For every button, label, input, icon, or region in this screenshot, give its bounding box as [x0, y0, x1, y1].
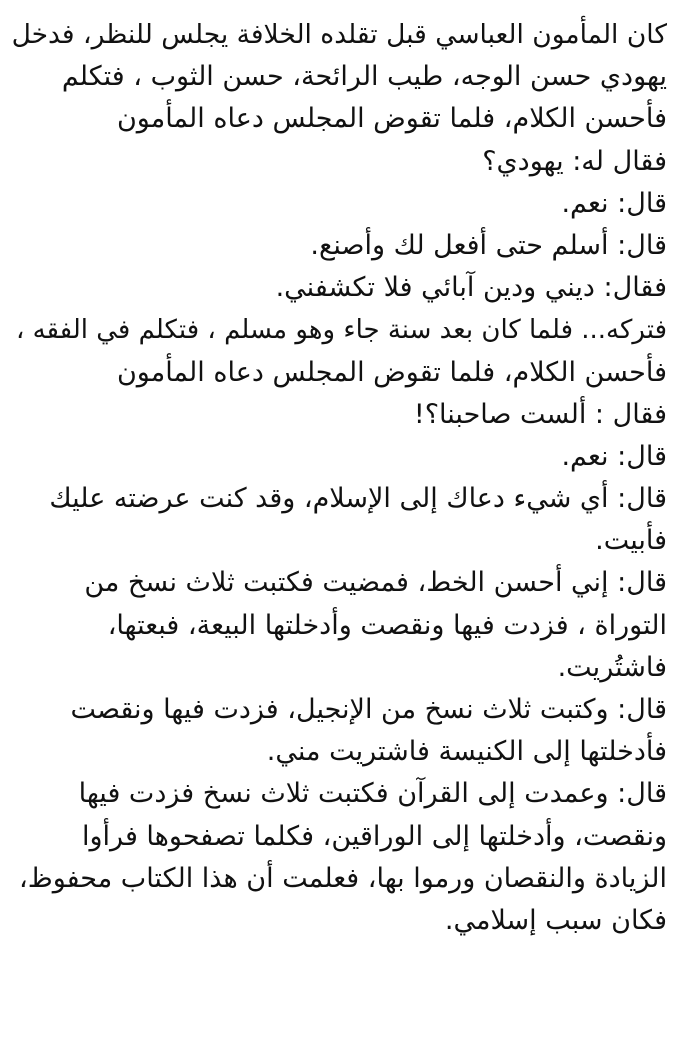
text-line: كان المأمون العباسي قبل تقلده الخلافة يجلس للنظر، فدخل — [11, 19, 667, 50]
text-line: فأدخلتها إلى الكنيسة فاشتريت مني. — [266, 736, 667, 768]
text-line: فأبيت. — [595, 525, 667, 557]
text-line: فقال: ديني ودين آبائي فلا تكشفني. — [275, 272, 667, 304]
text-line: فأحسن الكلام، فلما تقوض المجلس دعاه المأمون — [116, 356, 667, 388]
text-line: فكان سبب إسلامي. — [444, 904, 667, 936]
text-line: يهودي حسن الوجه، طيب الرائحة، حسن الثوب ، فتكلم — [61, 61, 667, 93]
text-line: قال: إني أحسن الخط، فمضيت فكتبت ثلاث نسخ من — [84, 567, 667, 599]
text-line: التوراة ، فزدت فيها ونقصت وأدخلتها البيعة، فبعتها، — [107, 609, 667, 641]
text-line: قال: نعم. — [561, 440, 667, 472]
text-line: فاشتُريت. — [557, 651, 667, 683]
text-line: الزيادة والنقصان ورموا بها، فعلمت أن هذا الكتاب محفوظ، — [19, 862, 667, 894]
text-line: فأحسن الكلام، فلما تقوض المجلس دعاه المأمون — [116, 103, 667, 135]
text-line: فقال : ألست صاحبنا؟! — [413, 398, 667, 430]
text-line: قال: وعمدت إلى القرآن فكتبت ثلاث نسخ فزدت فيها — [78, 778, 667, 810]
text-line: فقال له: يهودي؟ — [482, 145, 667, 177]
story-text — [7, 14, 667, 942]
text-line: قال: وكتبت ثلاث نسخ من الإنجيل، فزدت فيها ونقصت — [70, 694, 667, 725]
text-line: قال: نعم. — [561, 187, 667, 219]
text-line: ونقصت، وأدخلتها إلى الوراقين، فكلما تصفحوها فرأوا — [82, 820, 667, 852]
text-line: فتركه... فلما كان بعد سنة جاء وهو مسلم ، فتكلم في الفقه ، — [15, 315, 667, 346]
text-line: قال: أسلم حتى أفعل لك وأصنع. — [310, 229, 667, 261]
text-line: قال: أي شيء دعاك إلى الإسلام، وقد كنت عرضته عليك — [49, 483, 667, 515]
